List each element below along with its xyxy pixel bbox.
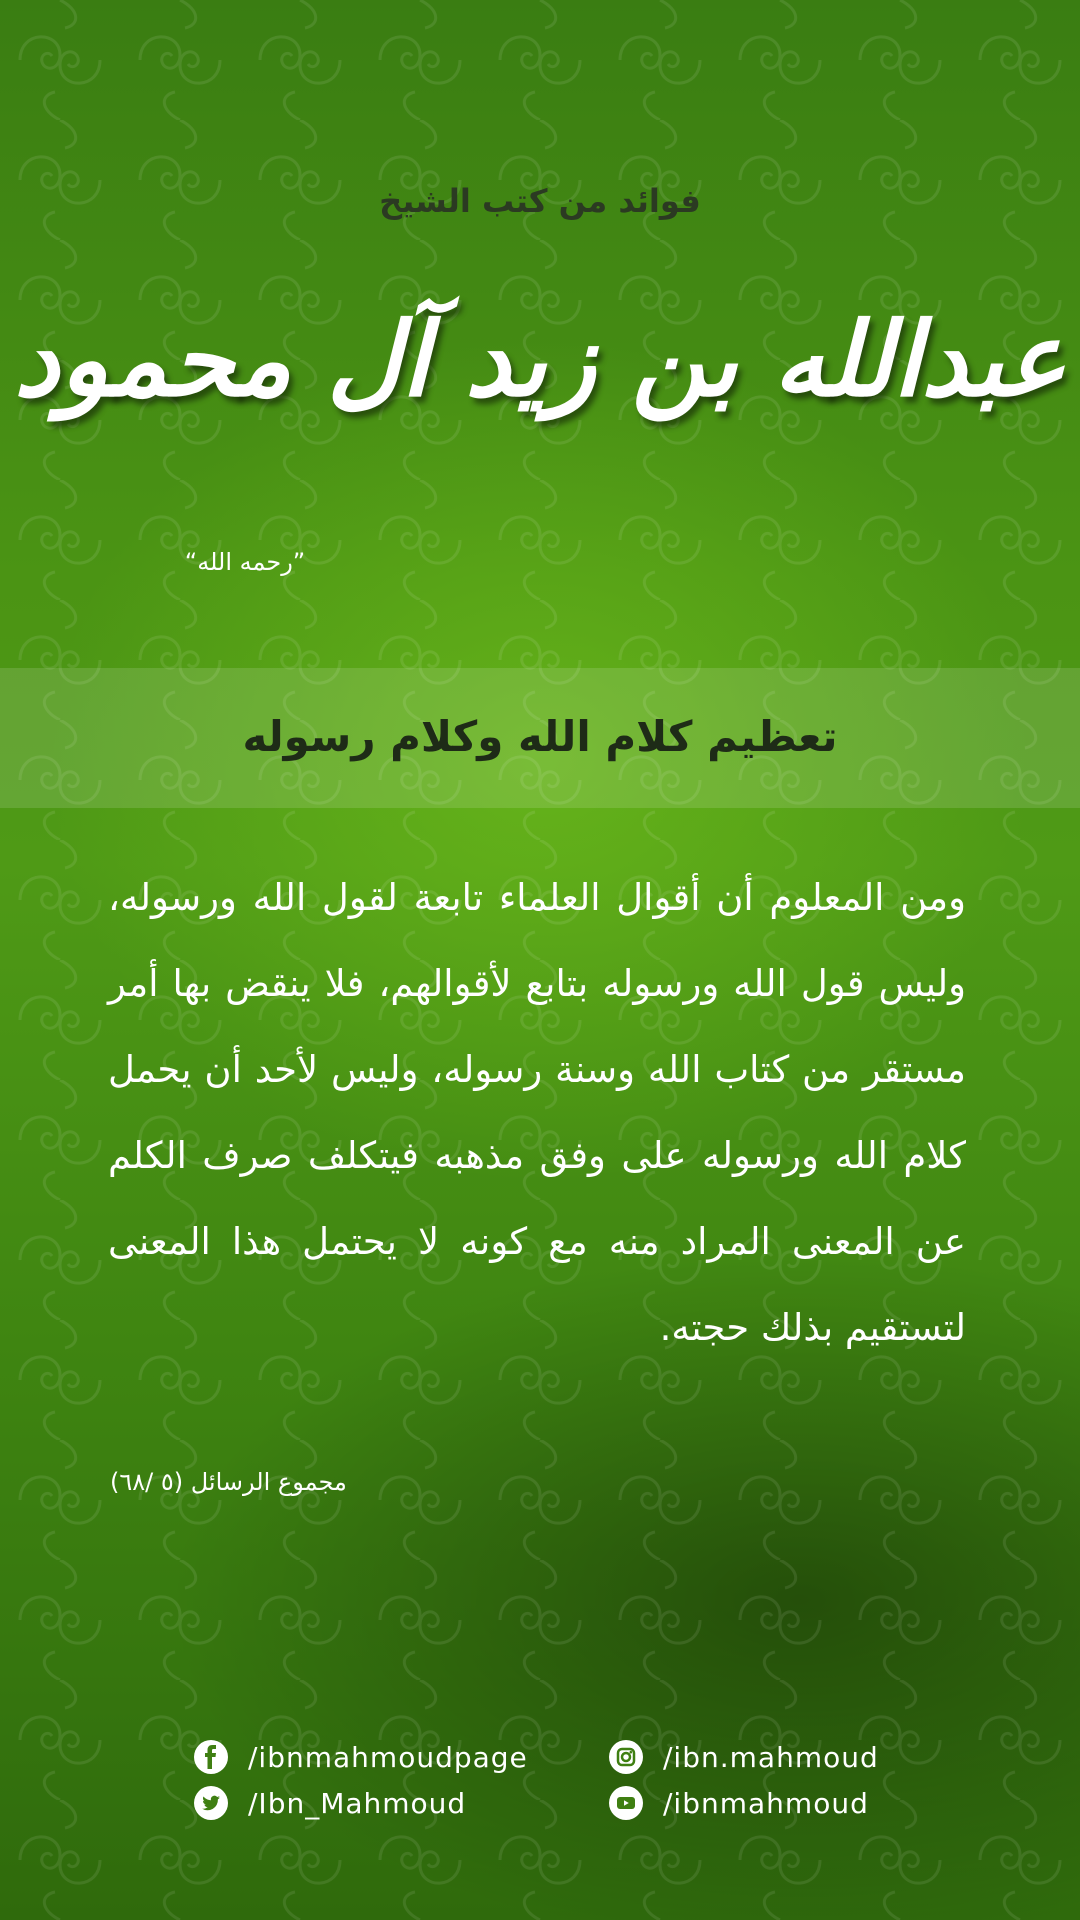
twitter-handle: /Ibn_Mahmoud	[248, 1786, 467, 1820]
twitter-link[interactable]	[194, 1783, 466, 1823]
series-subtitle: فوائد من كتب الشيخ	[379, 182, 701, 220]
facebook-link[interactable]	[194, 1737, 528, 1777]
youtube-handle: /ibnmahmoud	[663, 1786, 869, 1820]
instagram-link[interactable]	[609, 1737, 879, 1777]
scholar-name-calligraphy: عبدالله بن زيد آل محمود	[13, 300, 1067, 420]
article-title: تعظيم كلام الله وكلام رسوله	[242, 712, 838, 761]
instagram-icon	[609, 1740, 643, 1774]
honorific-text: ”رحمه الله“	[184, 548, 306, 576]
source-citation: مجموع الرسائل (٥ /٦٨)	[110, 1468, 347, 1496]
facebook-handle: /ibnmahmoudpage	[248, 1740, 528, 1774]
facebook-icon	[194, 1740, 228, 1774]
twitter-icon	[194, 1786, 228, 1820]
youtube-link[interactable]	[609, 1783, 869, 1823]
youtube-icon	[609, 1786, 643, 1820]
article-body: ومن المعلوم أن أقوال العلماء تابعة لقول الله ورسوله، وليس قول الله ورسوله بتابع لأقوالهم، فلا ينقض بها أمر مستقر من كتاب الله وسنة رسوله، وليس لأحد أن يحمل كلام الله ورسوله على وفق مذهبه فيتكلف صرف الكلم عن المعنى المراد منه مع كونه لا يحتمل هذا المعنى لتستقيم بذلك حجته.	[108, 876, 966, 1349]
instagram-handle: /ibn.mahmoud	[663, 1740, 879, 1774]
